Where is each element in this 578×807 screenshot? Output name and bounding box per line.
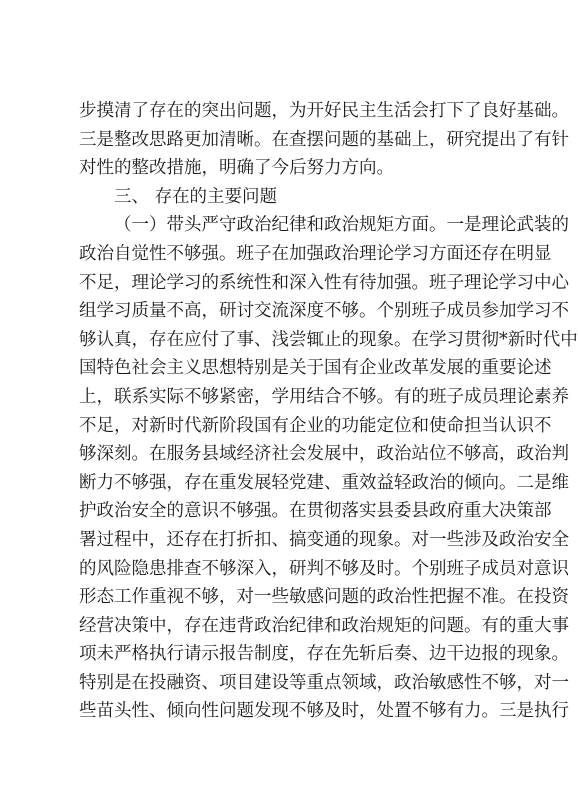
- text-line: 三是整改思路更加清晰。在查摆问题的基础上，研究提出了有针: [79, 129, 569, 150]
- text-line: 项未严格执行请示报告制度，存在先斩后奏、边干边报的现象。: [79, 644, 569, 665]
- text-line: 不足，理论学习的系统性和深入性有待加强。班子理论学习中心: [79, 272, 569, 293]
- text-line: 步摸清了存在的突出问题，为开好民主生活会打下了良好基础。: [79, 101, 569, 121]
- text-line: 的风险隐患排查不够深入，研判不够及时。个别班子成员对意识: [79, 558, 569, 579]
- text-line: 不足，对新时代新阶段国有企业的功能定位和使命担当认识不: [79, 415, 552, 436]
- text-line: 些苗头性、倾向性问题发现不够及时，处置不够有力。三是执行: [79, 701, 569, 722]
- section-heading: 三、 存在的主要问题: [114, 186, 278, 207]
- text-line: 够认真，存在应付了事、浅尝辄止的现象。在学习贯彻*新时代中: [79, 329, 578, 350]
- body-text: [79, 97, 578, 726]
- text-line: 形态工作重视不够，对一些敏感问题的政治性把握不准。在投资: [79, 587, 569, 608]
- text-line: 国特色社会主义思想特别是关于国有企业改革发展的重要论述: [79, 358, 552, 379]
- text-line: 对性的整改措施，明确了今后努力方向。: [79, 158, 394, 179]
- text-line: 政治自觉性不够强。班子在加强政治理论学习方面还存在明显: [79, 243, 552, 264]
- text-line: 断力不够强，存在重发展轻党建、重效益轻政治的倾向。二是维: [79, 472, 569, 493]
- text-line: 护政治安全的意识不够强。在贯彻落实县委县政府重大决策部: [79, 501, 552, 522]
- text-line: （一）带头严守政治纪律和政治规矩方面。一是理论武装的: [114, 215, 569, 236]
- text-line: 特别是在投融资、项目建设等重点领域，政治敏感性不够，对一: [79, 672, 569, 693]
- text-line: 署过程中，还存在打折扣、搞变通的现象。对一些涉及政治安全: [79, 529, 569, 550]
- text-line: 够深刻。在服务县域经济社会发展中，政治站位不够高，政治判: [79, 444, 569, 465]
- text-line: 经营决策中，存在违背政治纪律和政治规矩的问题。有的重大事: [79, 615, 569, 636]
- text-line: 组学习质量不高，研讨交流深度不够。个别班子成员参加学习不: [79, 301, 569, 322]
- text-line: 上，联系实际不够紧密，学用结合不够。有的班子成员理论素养: [79, 386, 569, 407]
